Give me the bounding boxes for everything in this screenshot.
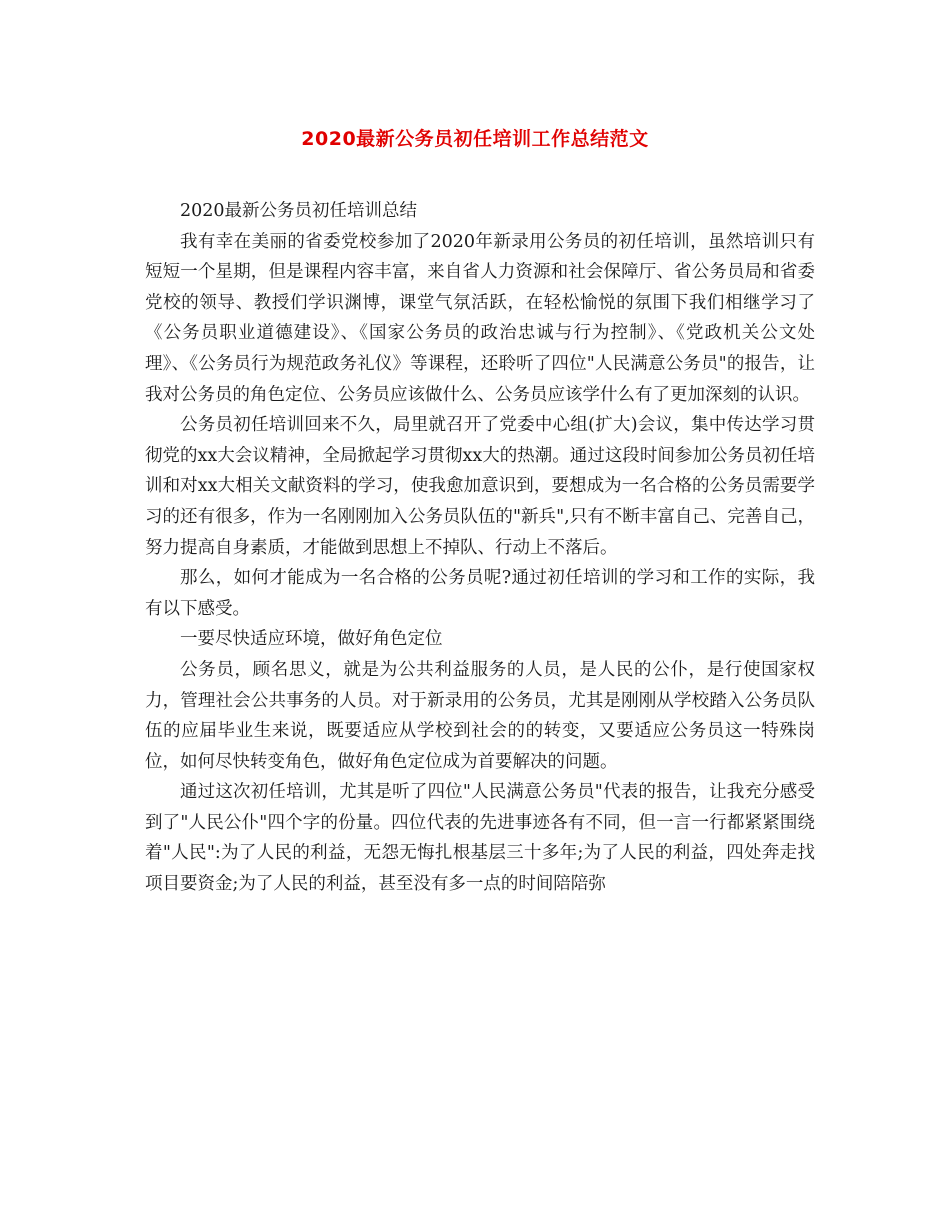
- document-title: 2020最新公务员初任培训工作总结范文: [301, 128, 649, 150]
- paragraph-definition: 公务员，顾名思义，就是为公共利益服务的人员，是人民的公仆，是行使国家权力，管理社会公共事务的人员。对于新录用的公务员，尤其是刚刚从学校踏入公务员队伍的应届毕业生来说，既要适应从学校到社会的的转变，又要适应公务员这一特殊岗位，如何尽快转变角色，做好角色定位成为首要解决的问题。: [145, 659, 815, 772]
- paragraph-question: 那么，如何才能成为一名合格的公务员呢?通过初任培训的学习和工作的实际，我有以下感受。: [145, 568, 815, 619]
- section-heading-1: 一要尽快适应环境，做好角色定位: [180, 629, 443, 650]
- section-subtitle: 2020最新公务员初任培训总结: [180, 201, 418, 221]
- paragraph-after-training: 公务员初任培训回来不久，局里就召开了党委中心组(扩大)会议，集中传达学习贯彻党的xx大会议精神，全局掀起学习贯彻xx大的热潮。通过这段时间参加公务员初任培训和对xx大相关文献资料的学习，使我愈加意识到，要想成为一名合格的公务员需要学习的还有很多，作为一名刚刚加入公务员队伍的"新兵",只有不断丰富自己、完善自己，努力提高自身素质，才能做到思想上不掉队、行动上不落后。: [145, 415, 815, 558]
- paragraph-intro: 我有幸在美丽的省委党校参加了2020年新录用公务员的初任培训，虽然培训只有短短一个星期，但是课程内容丰富，来自省人力资源和社会保障厅、省公务员局和省委党校的领导、教授们学识渊博，课堂气氛活跃，在轻松愉悦的氛围下我们相继学习了《公务员职业道德建设》、《国家公务员的政治忠诚与行为控制》、《党政机关公文处理》、《公务员行为规范政务礼仪》等课程，还聆听了四位"人民满意公务员"的报告，让我对公务员的角色定位、公务员应该做什么、公务员应该学什么有了更加深刻的认识。: [145, 231, 815, 405]
- document-body: [145, 196, 815, 900]
- paragraph-reports: 通过这次初任培训，尤其是听了四位"人民满意公务员"代表的报告，让我充分感受到了"人民公仆"四个字的份量。四位代表的先进事迹各有不同，但一言一行都紧紧围绕着"人民":为了人民的利益，无怨无悔扎根基层三十多年;为了人民的利益，四处奔走找项目要资金;为了人民的利益，甚至没有多一点的时间陪陪弥: [145, 782, 815, 895]
